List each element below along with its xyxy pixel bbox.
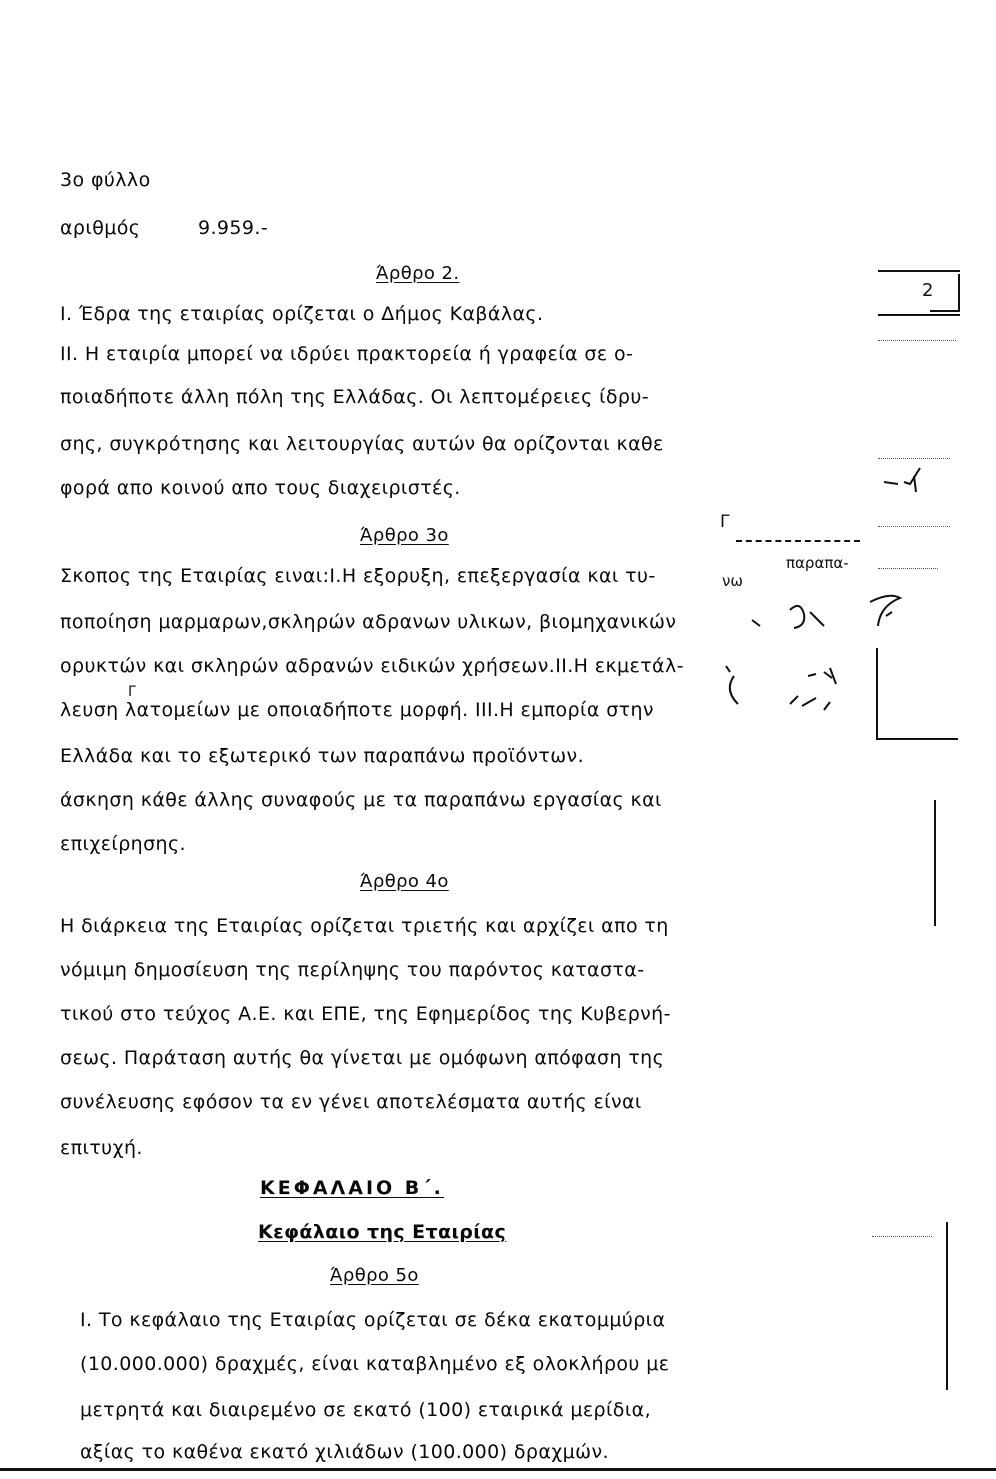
margin-dots [872, 1236, 932, 1237]
margin-box-mark: 2 [922, 280, 934, 301]
margin-annotation: παραπα- [786, 554, 849, 572]
chapter-subtitle: Κεφάλαιο της Εταιρίας [258, 1221, 507, 1243]
article-2-title: Άρθρο 2. [376, 263, 460, 284]
margin-annotation-end: νω [722, 572, 743, 590]
margin-vertical-line [934, 800, 936, 926]
bottom-rule [0, 1468, 996, 1471]
article-3-line: άσκηση κάθε άλλης συναφούς με τα παραπάνω εργασίας και [60, 789, 662, 811]
article-3-line: ποποίηση μαρμαρων,σκληρών αδρανων υλικων, βιομηχανικών [60, 611, 677, 633]
margin-rule [878, 314, 960, 316]
article-3-line: Ελλάδα και το εξωτερικό των παραπάνω προϊόντων. [60, 745, 585, 767]
insert-mark: Γ [128, 684, 136, 700]
sheet-label: 3ο φύλλο [60, 169, 151, 191]
article-5-line: (10.000.000) δραχμές, είναι καταβλημένο εξ ολοκλήρου με [80, 1353, 670, 1375]
article-4-line: συνέλευσης εφόσον τα εν γένει αποτελέσματα αυτής είναι [60, 1091, 642, 1113]
article-2-line: φορά απο κοινού απο τους διαχειριστές. [60, 477, 461, 499]
check-mark-icon [880, 462, 940, 496]
gamma-mark: Γ [720, 512, 730, 532]
margin-dash-line [736, 540, 860, 542]
article-3-line: λευση λατομείων με οποιαδήποτε μορφή. ΙΙΙ.Η εμπορία στην [60, 699, 654, 721]
article-5-line: αξίας το καθένα εκατό χιλιάδων (100.000) δραχμών. [80, 1441, 609, 1463]
margin-dots [878, 568, 938, 569]
article-5-line: Ι. Το κεφάλαιο της Εταιρίας ορίζεται σε δέκα εκατομμύρια [80, 1309, 666, 1331]
margin-rule [878, 270, 960, 272]
handwritten-signature [720, 592, 920, 722]
margin-box [930, 274, 960, 312]
article-4-line: νόμιμη δημοσίευση της περίληψης του παρόντος καταστα- [60, 959, 645, 981]
article-5-line: μετρητά και διαιρεμένο σε εκατό (100) εταιρικά μερίδια, [80, 1399, 652, 1421]
margin-dots [878, 458, 950, 459]
article-3-line: επιχείρησης. [60, 833, 186, 855]
article-4-title: Άρθρο 4ο [360, 871, 449, 892]
margin-vertical-line [946, 1222, 948, 1390]
article-2-line: σης, συγκρότησης και λειτουργίας αυτών θα ορίζονται καθε [60, 433, 664, 455]
article-3-line: Σκοπος της Εταιρίας ειναι:Ι.Η εξορυξη, επεξεργασία και τυ- [60, 565, 656, 587]
article-4-line: τικού στο τεύχος Α.Ε. και ΕΠΕ, της Εφημερίδος της Κυβερνή- [60, 1003, 671, 1025]
article-4-line: σεως. Παράταση αυτής θα γίνεται με ομόφωνη απόφαση της [60, 1047, 665, 1069]
article-4-line: επιτυχή. [60, 1137, 143, 1159]
margin-rule [876, 738, 958, 740]
article-3-title: Άρθρο 3ο [360, 525, 449, 546]
margin-dots [878, 340, 956, 341]
chapter-title: ΚΕΦΑΛΑΙΟ Β΄. [260, 1177, 444, 1199]
number-label: αριθμός [60, 217, 141, 239]
article-2-line: Ι. Έδρα της εταιρίας ορίζεται ο Δήμος Καβάλας. [60, 303, 544, 325]
article-3-line: ορυκτών και σκληρών αδρανών ειδικών χρήσεων.ΙΙ.Η εκμετάλ- [60, 655, 684, 677]
margin-dots [878, 526, 950, 527]
article-2-line: ΙΙ. Η εταιρία μπορεί να ιδρύει πρακτορεία ή γραφεία σε ο- [60, 343, 634, 365]
number-value: 9.959.- [198, 217, 269, 239]
margin-vertical-line [876, 648, 878, 740]
article-2-line: ποιαδήποτε άλλη πόλη της Ελλάδας. Οι λεπτομέρειες ίδρυ- [60, 386, 650, 408]
article-5-title: Άρθρο 5ο [330, 1265, 419, 1286]
article-4-line: Η διάρκεια της Εταιρίας ορίζεται τριετής και αρχίζει απο τη [60, 915, 669, 937]
